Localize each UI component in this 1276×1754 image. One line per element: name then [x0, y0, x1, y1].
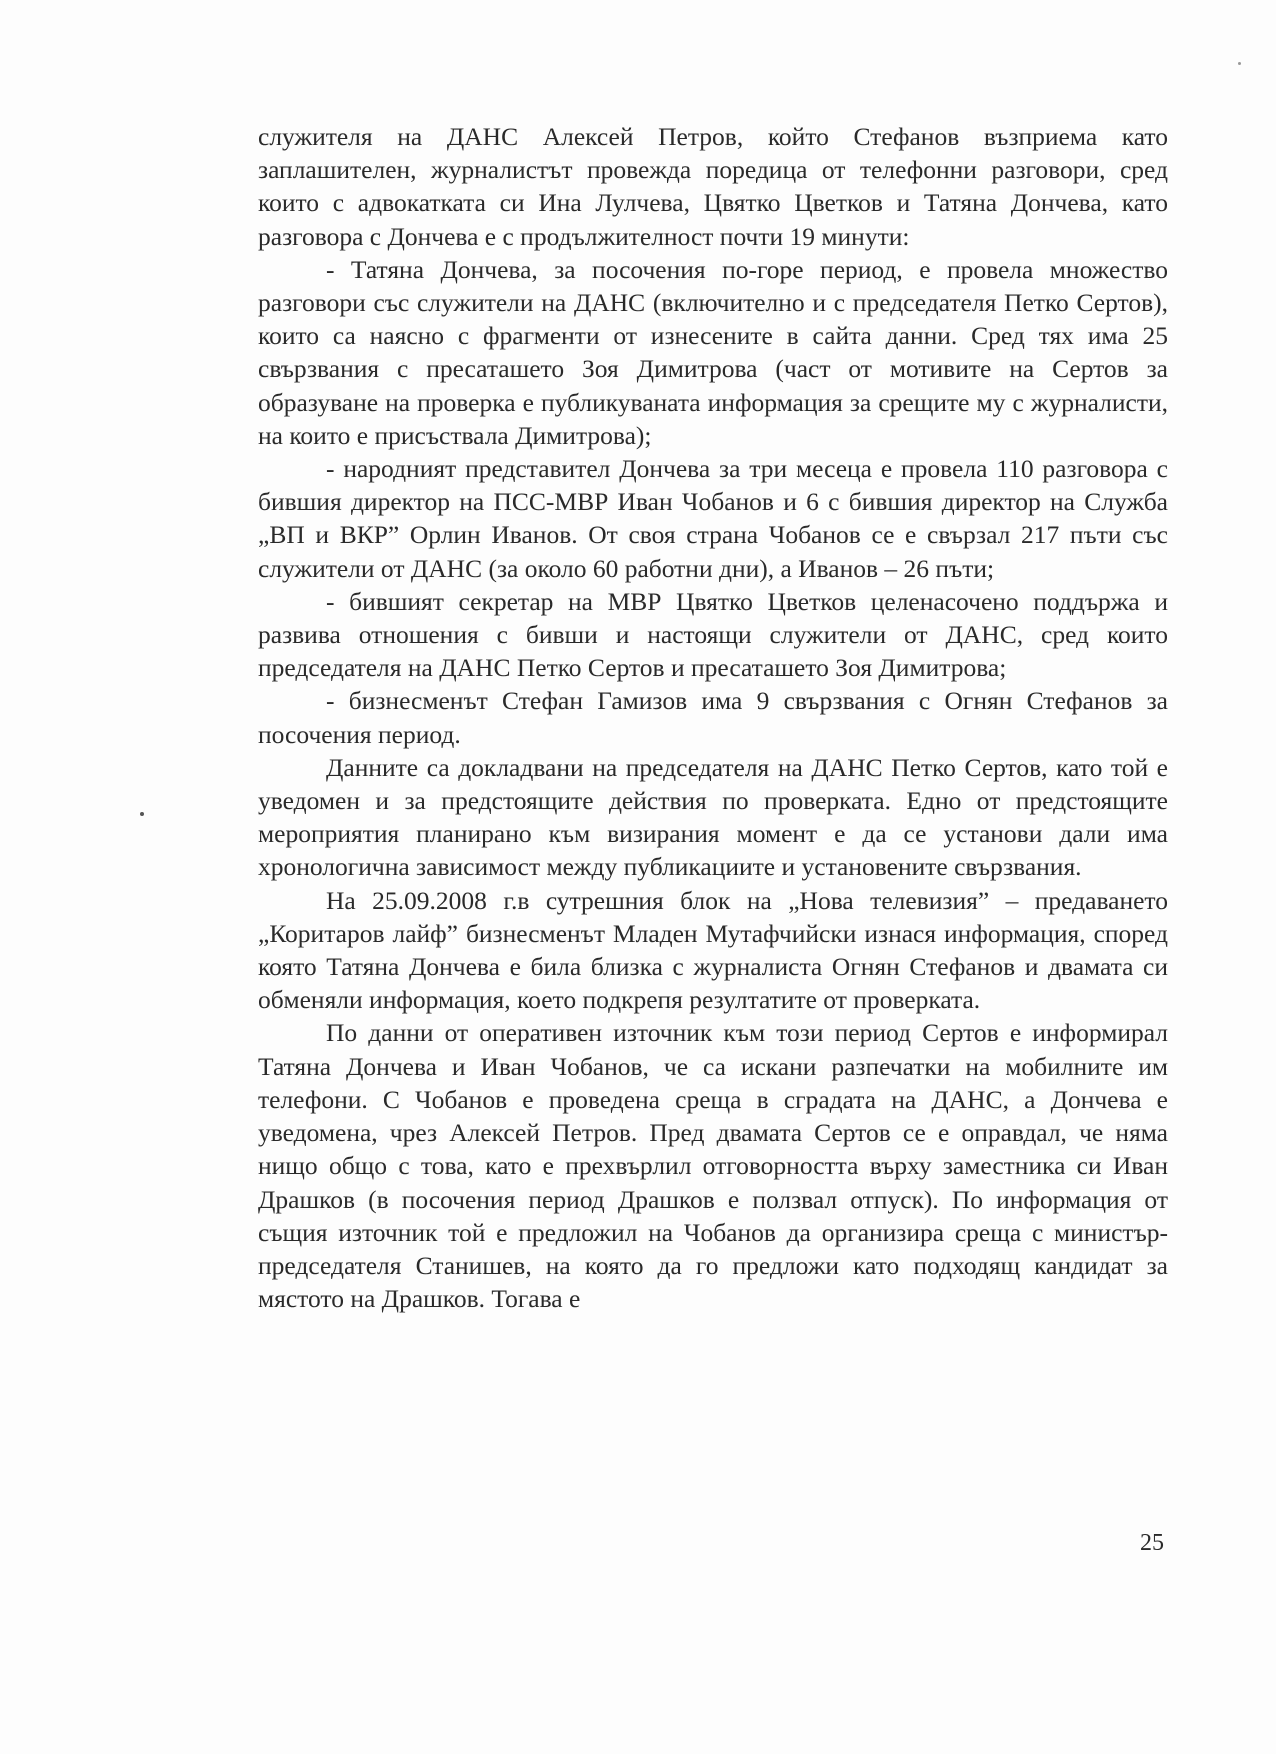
paragraph-nova-tv: На 25.09.2008 г.в сутрешния блок на „Нова телевизия” – предаването „Коритаров лайф” бизнесменът Младен Мутафчийски изнася информация, според която Татяна Дончева е била близка с журналиста Огнян Стефанов и двамата си обменяли информация, което подкрепя резултатите от проверката. — [258, 885, 1168, 1015]
paragraph-doncheva-calls: - народният представител Дончева за три месеца е провела 110 разговора с бившия директор на ПСС-МВР Иван Чобанов и 6 с бившия директор на Служба „ВП и ВКР” Орлин Иванов. От своя страна Чобанов се е свързал 217 пъти със служители от ДАНС (за около 60 работни дни), а Иванов – 26 пъти; — [258, 454, 1168, 583]
page-number: 25 — [1140, 1530, 1164, 1556]
scan-speck — [1238, 62, 1241, 65]
paragraph-operative-source: По данни от оперативен източник към този период Сертов е информирал Татяна Дончева и Иван Чобанов, че са искани разпечатки на мобилните им телефони. С Чобанов е проведена среща в сградата на ДАНС, а Дончева е уведомена, чрез Алексей Петров. Пред двамата Сертов се е оправдал, че няма нищо общо с това, като е прехвърлил отговорността върху заместника си Иван Драшков (в посочения период Драшков е ползвал отпуск). По информация от същия източник той е предложил на Чобанов да организира среща с министър-председателя Станишев, на която да го предложи като подходящ кандидат за мястото на Драшков. Тогава е — [258, 1018, 1168, 1314]
paragraph-gamizov: - бизнесменът Стефан Гамизов има 9 свързвания с Огнян Стефанов за посочения период. — [258, 686, 1168, 749]
paragraph-tsvetkov: - бившият секретар на МВР Цвятко Цветков целенасочено поддържа и развива отношения с бивши и настоящи служители от ДАНС, сред които председателя на ДАНС Петко Сертов и пресаташето Зоя Димитрова; — [258, 586, 1168, 683]
paragraph-continuation: служителя на ДАНС Алексей Петров, който Стефанов възприема като заплашителен, журналистът провежда поредица от телефонни разговори, сред които с адвокатката си Ина Лулчева, Цвятко Цветков и Татяна Дончева, като разговора с Дончева е с продължителност почти 19 минути: — [258, 122, 1168, 251]
body-text — [258, 120, 1168, 1315]
paragraph-reported-data: Данните са докладвани на председателя на ДАНС Петко Сертов, като той е уведомен и за предстоящите действия по проверката. Едно от предстоящите мероприятия планирано към визирания момент е да се установи дали има хронологична зависимост между публикациите и установените свързвания. — [258, 752, 1168, 882]
paragraph-doncheva-contacts: - Татяна Дончева, за посочения по-горе период, е провела множество разговори със служители на ДАНС (включително и с председателя Петко Сертов), които са наясно с фрагменти от изнесените в сайта данни. Сред тях има 25 свързвания с пресаташето Зоя Димитрова (част от мотивите на Сертов за образуване на проверка е публикуваната информация за срещите му с журналисти, на които е присъствала Димитрова); — [258, 254, 1168, 450]
scan-speck — [140, 812, 144, 816]
